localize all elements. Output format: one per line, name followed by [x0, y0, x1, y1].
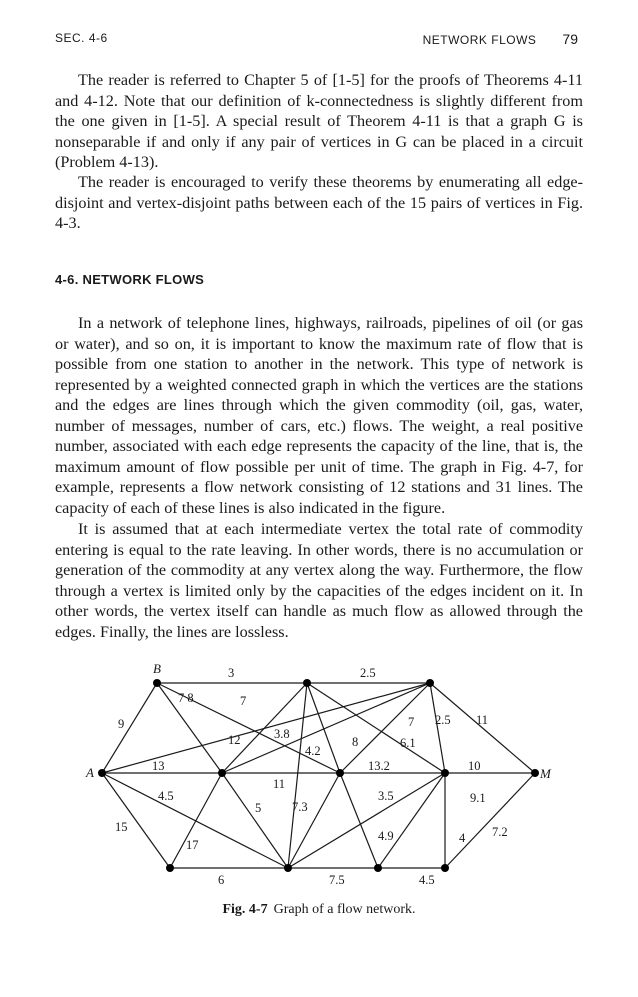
edge [445, 773, 535, 868]
weight-label: 4.5 [158, 789, 174, 803]
running-title: NETWORK FLOWS [422, 33, 537, 47]
edge [170, 773, 222, 868]
weight-label: 4.5 [419, 873, 435, 887]
vertex-label-b: B [153, 661, 161, 676]
weight-label: 13 [152, 759, 165, 773]
weight-label: 4.2 [305, 744, 321, 758]
vertex [218, 769, 226, 777]
vertex-label-m: M [540, 766, 551, 781]
figure-number: Fig. 4-7 [222, 902, 268, 917]
section-number: SEC. 4-6 [55, 31, 108, 45]
edge [430, 683, 535, 773]
weight-label: 9 [118, 717, 125, 731]
edge [288, 683, 307, 868]
section-heading: 4-6. NETWORK FLOWS [55, 272, 205, 287]
weight-label: 12 [228, 733, 241, 747]
running-header [423, 31, 578, 47]
weight-label: 2.5 [360, 666, 376, 680]
weight-label: 3 [228, 666, 235, 680]
edge [288, 773, 445, 868]
edge [102, 773, 170, 868]
paragraph-verify-theorems: The reader is encouraged to verify these theorems by enumerating all edge-disjoint and vertex-disjoint paths between each of the 15 pairs of vertices in Fig. 4-3. [55, 173, 583, 232]
vertex [284, 864, 292, 872]
edge [340, 773, 378, 868]
page-number: 79 [562, 31, 578, 47]
weight-label: 11 [273, 777, 286, 791]
figure-caption [0, 902, 638, 918]
weight-label: 2.5 [435, 713, 451, 727]
paragraph-network-intro: In a network of telephone lines, highways, railroads, pipelines of oil (or gas or water), and so on, it is important to know the maximum rate of flow that is possible from one station to another in the network. This type of network is represented by a weighted connected graph in which the vertices are the stations and the edges are lines through which the given commodity (oil, gas, water, number of messages, number of cars, etc.) flows. The weight, a real positive number, associated with each edge represents the capacity of the line, that is, the maximum amount of flow possible per unit of time. The graph in Fig. 4-7, for example, represents a flow network consisting of 12 stations and 31 lines. The capacity of each of these lines is also indicated in the figure. [55, 314, 583, 517]
vertex [441, 769, 449, 777]
edge [222, 683, 430, 773]
weight-label: 15 [115, 820, 128, 834]
weight-label: 13.2 [368, 759, 390, 773]
flow-network-figure [60, 658, 580, 888]
vertex [441, 864, 449, 872]
weight-label: 7.5 [329, 873, 345, 887]
weight-label: 3.5 [378, 789, 394, 803]
edge [378, 773, 445, 868]
weight-label: 4.9 [378, 829, 394, 843]
flow-network-graph [60, 658, 580, 888]
weight-label: 17 [186, 838, 199, 852]
vertex-label-a: A [86, 765, 94, 780]
weight-label: 6.1 [400, 736, 416, 750]
figure-caption-text: Graph of a flow network. [273, 902, 416, 917]
weight-label: 5 [255, 801, 262, 815]
weight-label: 6 [218, 873, 225, 887]
graph-edges [102, 683, 535, 868]
weight-label: 9.1 [470, 791, 486, 805]
weight-label: 10 [468, 759, 481, 773]
edge [102, 683, 157, 773]
edge [102, 773, 288, 868]
vertex [303, 679, 311, 687]
vertex [166, 864, 174, 872]
vertex [426, 679, 434, 687]
weight-label: 3.8 [274, 727, 290, 741]
paragraph-theorem-reference: The reader is referred to Chapter 5 of [1-5] for the proofs of Theorems 4-11 and 4-12. Note that our definition of k-connectedness is slightly different from the one given in [1-5]. A special result of Theorem 4-11 is that a graph G is nonseparable if and only if any pair of vertices in G can be placed in a circuit (Problem 4-13). [55, 71, 583, 171]
weight-label: 7 8 [178, 691, 194, 705]
paragraph-assumptions: It is assumed that at each intermediate vertex the total rate of commodity entering is equal to the rate leaving. In other words, there is no accumulation or generation of the commodity at any vertex along the way. Furthermore, the flow through a vertex is limited only by the capacities of the edges incident on it. In other words, the vertex itself can handle as much flow as allowed through the edges. Finally, the lines are lossless. [55, 520, 583, 641]
weight-label: 7 [240, 694, 247, 708]
vertex-a [98, 769, 106, 777]
vertex [374, 864, 382, 872]
edge [222, 683, 307, 773]
vertex-m [531, 769, 539, 777]
weight-label: 7.3 [292, 800, 308, 814]
edge [430, 683, 445, 773]
weight-label: 7.2 [492, 825, 508, 839]
weight-label: 4 [459, 831, 466, 845]
weight-label: 11 [476, 713, 489, 727]
weight-label: 8 [352, 735, 359, 749]
graph-vertices [98, 679, 539, 872]
vertex [336, 769, 344, 777]
weight-label: 7 [408, 715, 415, 729]
vertex-b [153, 679, 161, 687]
